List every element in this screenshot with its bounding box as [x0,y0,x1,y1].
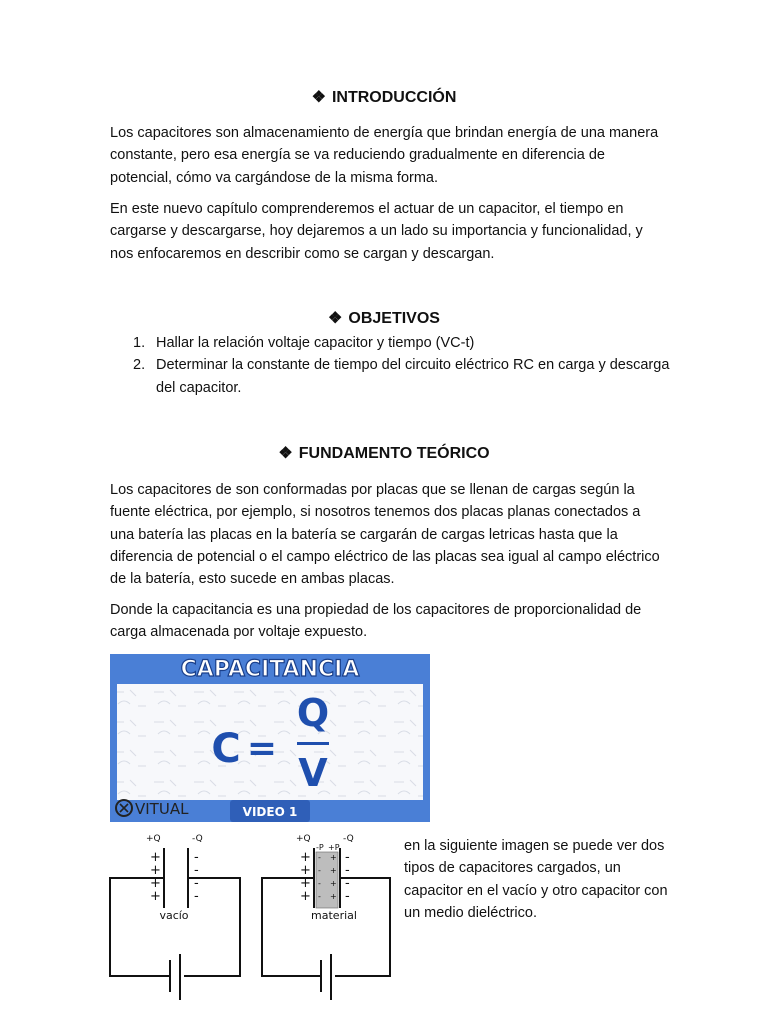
svg-text:-: - [194,889,199,904]
formula-equals: = [246,728,278,769]
svg-text:+: + [300,876,311,891]
banner-title: CAPACITANCIA [180,657,360,682]
svg-text:-: - [194,850,199,865]
diamond-bullet-icon: ❖ [328,310,343,327]
intro-heading [0,88,768,108]
svg-text:+: + [150,876,161,891]
svg-text:-Q: -Q [343,834,354,844]
diamond-bullet-icon: ❖ [278,445,293,462]
svg-text:-: - [318,866,321,875]
svg-text:-: - [345,889,350,904]
svg-text:-: - [194,876,199,891]
material-label: material [311,909,357,922]
svg-text:-: - [194,863,199,878]
svg-text:+Q: +Q [296,834,311,844]
vacuum-capacitor-circuit [110,834,240,1000]
video-label: VIDEO 1 [242,805,298,819]
svg-text:+P: +P [328,843,340,852]
svg-text:+: + [300,889,311,904]
svg-text:+: + [330,853,337,862]
svg-text:+: + [330,892,337,901]
brand-text: VITUAL [135,800,189,818]
svg-text:+: + [300,863,311,878]
dielectric-capacitor-circuit [262,834,390,1000]
svg-text:+: + [330,879,337,888]
svg-text:+: + [300,850,311,865]
intro-heading-text: INTRODUCCIÓN [331,89,457,106]
intro-paragraph-1: Los capacitores son almacenamiento de energía que brindan energía de una manera constante, pero esa energía se va reduciendo gradualmente en diferencia de potencial, cómo va cargándose de la misma forma. [110,125,659,186]
svg-text:-: - [345,850,350,865]
fraction-bar [297,742,329,745]
svg-text:-: - [318,879,321,888]
objectives-heading-text: OBJETIVOS [348,310,440,327]
svg-text:-Q: -Q [192,834,203,844]
theory-heading [0,444,768,464]
objective-item: 2. Determinar la constante de tiempo del circuito eléctrico RC en carga y descarga del capacitor. [133,357,670,396]
formula-q: Q [296,691,330,735]
svg-text:-: - [318,892,321,901]
formula-c: C [211,726,241,772]
diamond-bullet-icon: ❖ [311,89,326,106]
capacitor-circuits-diagram [108,830,393,1008]
objectives-list [110,332,670,399]
svg-text:+: + [150,863,161,878]
formula-v: V [298,751,328,795]
objective-item: 1. Hallar la relación voltaje capacitor y tiempo (VC-t) [133,335,475,351]
svg-text:+Q: +Q [146,834,161,844]
theory-paragraph-1: Los capacitores de son conformadas por placas que se llenan de cargas según la fuente eléctrica, por ejemplo, si nosotros tenemos dos placas planas conectados a una batería las placas en la batería se cargarán de cargas letricas hasta que la diferencia de potencial o el campo eléctrico de las placas sea igual al campo eléctrico de la batería, esto sucede en ambas placas. [110,482,660,588]
svg-text:+: + [150,889,161,904]
svg-text:-P: -P [316,843,324,852]
svg-text:-: - [318,853,321,862]
intro-paragraph-2: En este nuevo capítulo comprenderemos el actuar de un capacitor, el tiempo en cargarse y descargarse, hoy dejaremos a un lado su importancia y funcionalidad, y nos enfocaremos en describir como se cargan y descargan. [110,201,643,262]
svg-text:+: + [330,866,337,875]
diagram-caption: en la siguiente imagen se puede ver dos tipos de capacitores cargados, un capacitor en el vacío y otro capacitor con un medio dieléctrico. [404,838,668,921]
objectives-heading [0,309,768,329]
svg-text:-: - [345,876,350,891]
theory-paragraph-2: Donde la capacitancia es una propiedad de los capacitores de proporcionalidad de carga almacenada por voltaje expuesto. [110,602,642,641]
theory-heading-text: FUNDAMENTO TEÓRICO [298,445,490,462]
svg-text:+: + [150,850,161,865]
vacuum-label: vacío [159,909,189,922]
svg-text:-: - [345,863,350,878]
capacitance-banner-image [110,654,430,822]
